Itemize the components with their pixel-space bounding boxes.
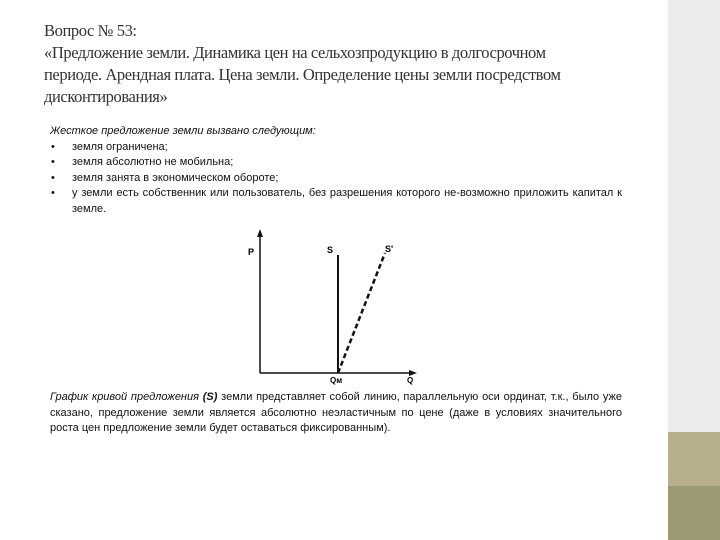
caption-bold: (S) — [198, 391, 218, 403]
axis-label-q: Q — [407, 376, 414, 385]
caption-text: земли представляет собой линию, параллельную оси ординат, т.к., было уже сказано, предложение земли является абсолютно неэластичным по цене (даже в условиях значительного роста цен предложение земли будет оставаться фиксированным). — [50, 391, 622, 434]
title-line-3: периоде. Арендная плата. Цена земли. Определение цены земли посредством — [44, 65, 561, 84]
slide-body — [50, 124, 622, 217]
title-line-1: Вопрос № 53: — [44, 21, 137, 40]
sidebar-band-light — [668, 0, 720, 432]
bullet-item: • земля занята в экономическом обороте; — [50, 171, 622, 187]
caption-italic: График кривой предложения — [50, 391, 199, 403]
supply-graph-svg — [235, 225, 435, 385]
y-axis-arrow — [257, 229, 263, 237]
bullet-list — [50, 140, 622, 218]
title-line-2: «Предложение земли. Динамика цен на сельхозпродукцию в долгосрочном — [44, 43, 546, 62]
intro-text: Жесткое предложение земли вызвано следующим: — [50, 125, 316, 137]
sidebar-band-olive — [668, 486, 720, 540]
supply-curve-s-prime — [338, 253, 385, 373]
supply-graph — [235, 225, 435, 385]
sidebar-band-khaki — [668, 432, 720, 486]
curve-label-s-prime: S' — [385, 244, 394, 254]
axis-label-qm: Qм — [330, 376, 343, 385]
axis-label-p: P — [248, 247, 255, 257]
slide-title — [44, 20, 644, 108]
graph-caption — [50, 390, 622, 437]
bullet-item: • земля абсолютно не мобильна; — [50, 155, 622, 171]
bullet-item: • у земли есть собственник или пользователь, без разрешения которого не-возможно приложить капитал к земле. — [50, 186, 622, 217]
curve-label-s: S — [327, 245, 334, 255]
bullet-item: • земля ограничена; — [50, 140, 622, 156]
decorative-sidebar — [668, 0, 720, 540]
title-line-4: дисконтирования» — [44, 87, 168, 106]
